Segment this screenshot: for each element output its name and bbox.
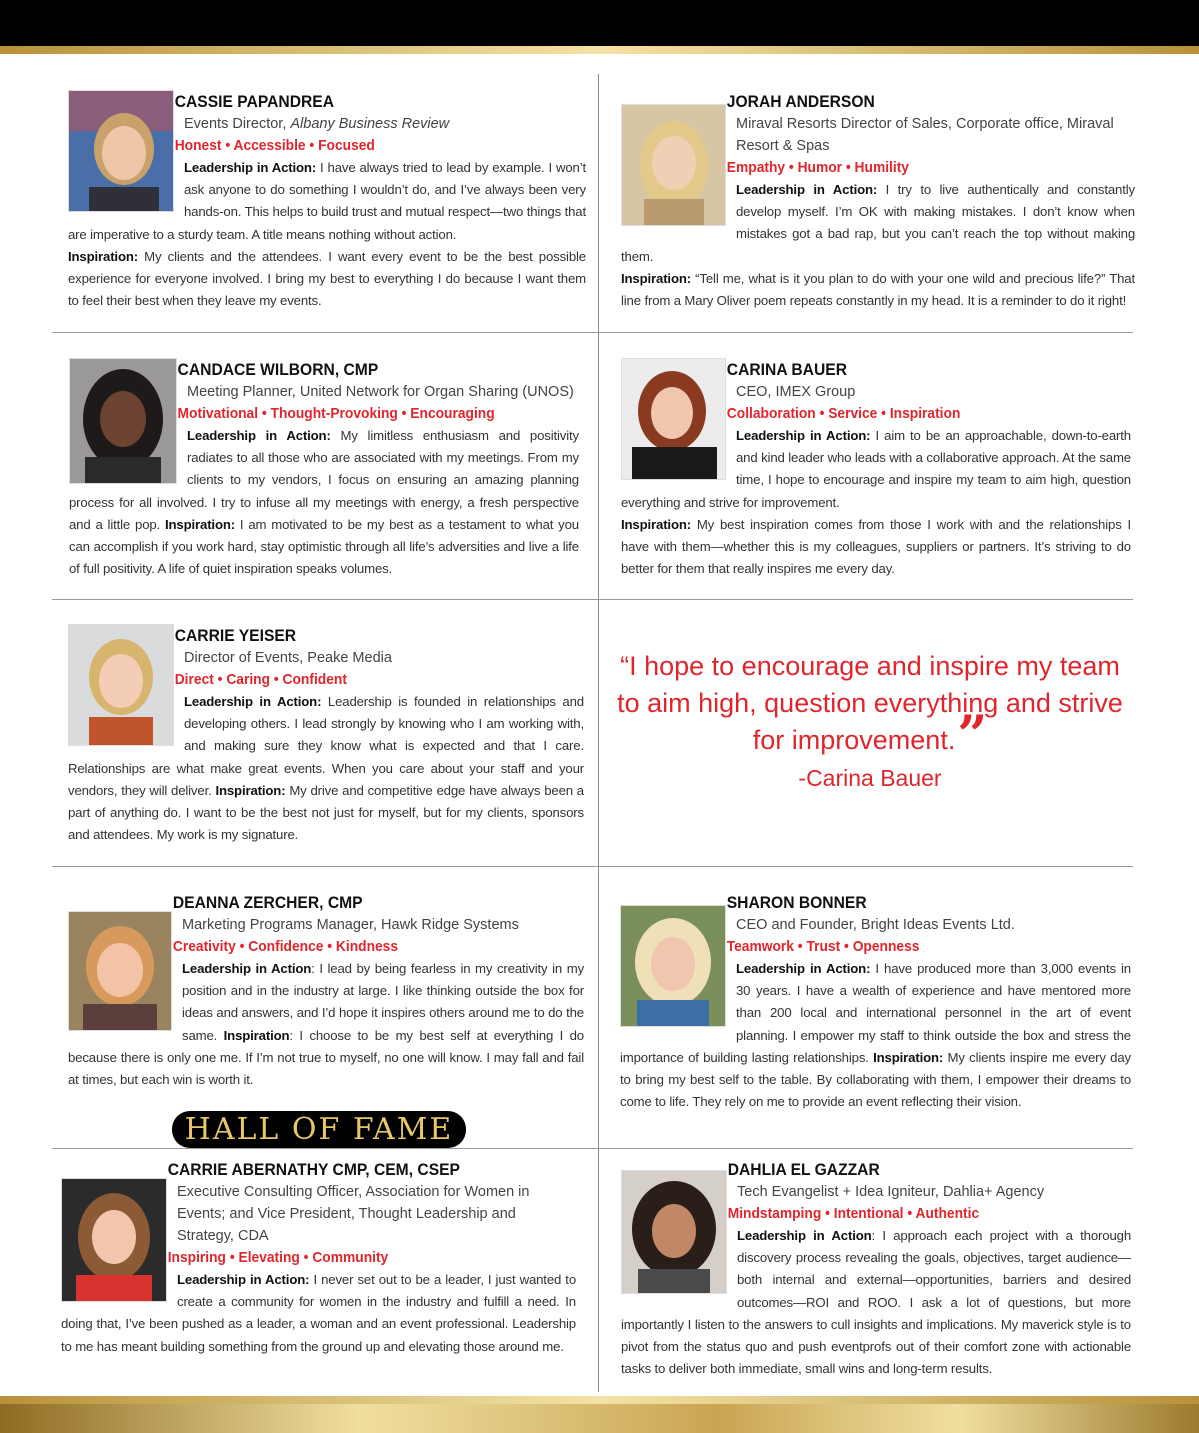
row-divider [52, 599, 1133, 600]
hall-of-fame-banner [172, 1111, 466, 1148]
person-role: Executive Consulting Officer, Association for Women in Events; and Vice President, Thought Leadership and Strategy, CDA [177, 1184, 530, 1244]
person-role: CEO, IMEX Group [736, 384, 856, 400]
person-name: SHARON BONNER [726, 893, 867, 912]
profile-deanna-zercher [68, 891, 584, 1103]
profile-dahlia-el-gazzar [621, 1158, 1131, 1390]
top-gold-stripe [0, 46, 1199, 54]
person-role: Director of Events, Peake Media [184, 650, 392, 666]
person-role: CEO and Founder, Bright Ideas Events Ltd. [736, 917, 1015, 933]
person-name: CARRIE ABERNATHY CMP, CEM, CSEP [167, 1160, 460, 1179]
portrait-photo [68, 911, 172, 1031]
quote-text: “I hope to encourage and inspire my team to aim high, question everything and strive for improvement. [617, 651, 1123, 755]
person-name: CARINA BAUER [726, 360, 848, 379]
person-role: Tech Evangelist + Idea Igniteur, Dahlia+ Agency [737, 1184, 1045, 1200]
person-traits: Empathy • Humor • Humility [726, 159, 909, 176]
portrait-photo [61, 1178, 167, 1302]
row-divider [52, 1148, 1133, 1149]
row-divider [52, 332, 1133, 333]
pull-quote [610, 648, 1130, 795]
profile-text: Leadership in Action: I try to live authentically and constantly develop myself. I’m OK with making mistakes. I don’t know when mistakes got a bad rap, but you can’t reach the top without making them. Inspiration: “Tell me, what is it you plan to do with your one wild and precious life?” That line from a Mary Oliver poem repeats constantly in my head. It is a reminder to do it right! [621, 182, 1135, 309]
person-role: Meeting Planner, United Network for Organ Sharing (UNOS) [187, 384, 574, 400]
bottom-gold-bar [0, 1404, 1199, 1433]
quote-attribution: -Carina Bauer [798, 765, 942, 791]
person-traits: Motivational • Thought-Provoking • Encouraging [177, 405, 495, 422]
profile-text: Leadership in Action: I lead by being fearless in my creativity in my position and in the industry at large. I like thinking outside the box for ideas and answers, and I’d hope it inspires others around me to do the same. Inspiration: I choose to be my best self at everything I do because there is only one me. If I’m not true to myself, no one will know. I may fall and fail at times, but each win is worth it. [68, 961, 584, 1088]
bottom-gold-stripe [0, 1396, 1199, 1404]
profile-text: Leadership in Action: Leadership is founded in relationships and developing others. I lead strongly by knowing who I am working with, and making sure they know what is expected and that I care. Relationships are what make great events. When you care about your staff and your vendors, they will deliver. Inspiration: My drive and competitive edge have always been a part of anything do. I want to be the best not just for myself, but for my clients, sponsors and attendees. My work is my signature. [68, 694, 584, 843]
profile-carrie-yeiser [68, 624, 584, 860]
column-divider [598, 74, 599, 1392]
person-traits: Mindstamping • Intentional • Authentic [727, 1205, 980, 1222]
person-name: DEANNA ZERCHER, CMP [172, 893, 363, 912]
profile-text: Leadership in Action: I aim to be an approachable, down-to-earth and kind leader who leads with a collaborative approach. At the same time, I hope to encourage and inspire my team to aim high, question everything and strive for improvement. Inspiration: My best inspiration comes from those I work with and the relationships I have with them—whether this is my colleagues, suppliers or partners. It’s striving to do better for them that really inspires me every day. [621, 428, 1131, 577]
person-traits: Inspiring • Elevating • Community [167, 1249, 389, 1266]
person-name: CARRIE YEISER [174, 626, 297, 645]
profile-carina-bauer [621, 358, 1131, 594]
quote-close-mark: ” [957, 705, 988, 766]
profile-text: Leadership in Action: I approach each project with a thorough discovery process revealing the goals, objectives, target audience—both internal and external—opportunities, barriers and desired outcomes—ROI and ROO. I ask a lot of questions, but more importantly I listen to the answers to cull insights and implications. My maverick style is to pivot from the status quo and push eventprofs out of their comfort zone with actionable tasks to deliver both immediate, small wins and long-term results. [621, 1228, 1131, 1377]
person-traits: Collaboration • Service • Inspiration [726, 405, 961, 422]
person-traits: Teamwork • Trust • Openness [726, 938, 920, 955]
person-traits: Honest • Accessible • Focused [174, 137, 375, 154]
profile-cassie-papandrea [68, 90, 586, 326]
profile-jorah-anderson [621, 90, 1135, 326]
hall-of-fame-text: HALL OF FAME [184, 1112, 454, 1147]
profile-sharon-bonner [620, 891, 1131, 1127]
profile-carrie-abernathy [61, 1158, 576, 1390]
person-name: DAHLIA EL GAZZAR [727, 1160, 880, 1179]
person-name: JORAH ANDERSON [726, 92, 875, 111]
top-black-bar [0, 0, 1199, 48]
profile-text: Leadership in Action: I have always tried to lead by example. I won’t ask anyone to do something I wouldn’t do, and I’ve always been very hands-on. This helps to build trust and mutual respect—two things that are imperative to a sturdy team. A title means nothing without action. Inspiration: My clients and the attendees. I want every event to be the best possible experience for everyone involved. I bring my best to everything I do because I want them to feel their best when they leave my events. [68, 160, 586, 309]
person-name: CANDACE WILBORN, CMP [177, 360, 379, 379]
portrait-photo [621, 1170, 727, 1294]
person-name: CASSIE PAPANDREA [174, 92, 335, 111]
row-divider [52, 866, 1133, 867]
profile-text: Leadership in Action: My limitless enthusiasm and positivity radiates to all those who are associated with my meetings. From my clients to my vendors, I focus on ensuring an amazing planning process for all involved. I try to infuse all my meetings with energy, a fresh perspective and a little pop. Inspiration: I am motivated to be my best as a testament to what you can accomplish if you work hard, stay optimistic through all life’s adversities and live a life of full positivity. A life of quiet inspiration speaks volumes. [69, 428, 579, 577]
profile-text: Leadership in Action: I never set out to be a leader, I just wanted to create a community for women in the industry and fulfill a need. In doing that, I’ve been pushed as a leader, a woman and an event professional. Leadership to me has meant building something from the ground up and elevating those around me. [61, 1272, 576, 1354]
profile-candace-wilborn [69, 358, 579, 594]
portrait-photo [620, 905, 726, 1027]
person-traits: Direct • Caring • Confident [174, 671, 347, 688]
profile-text: Leadership in Action: I have produced more than 3,000 events in 30 years. I have a wealth of experience and have mentored more than 200 local and international personnel in the art of event planning. I empower my staff to think outside the box and stress the importance of building lasting relationships. Inspiration: My clients inspire me every day to bring my best self to the table. By collaborating with them, I empower their dreams to come to life. They rely on me to provide an event reflecting their vision. [620, 961, 1131, 1110]
person-traits: Creativity • Confidence • Kindness [172, 938, 399, 955]
person-role: Events Director, Albany Business Review [184, 116, 450, 132]
person-role: Miraval Resorts Director of Sales, Corporate office, Miraval Resort & Spas [736, 116, 1114, 154]
person-role: Marketing Programs Manager, Hawk Ridge Systems [182, 917, 519, 933]
